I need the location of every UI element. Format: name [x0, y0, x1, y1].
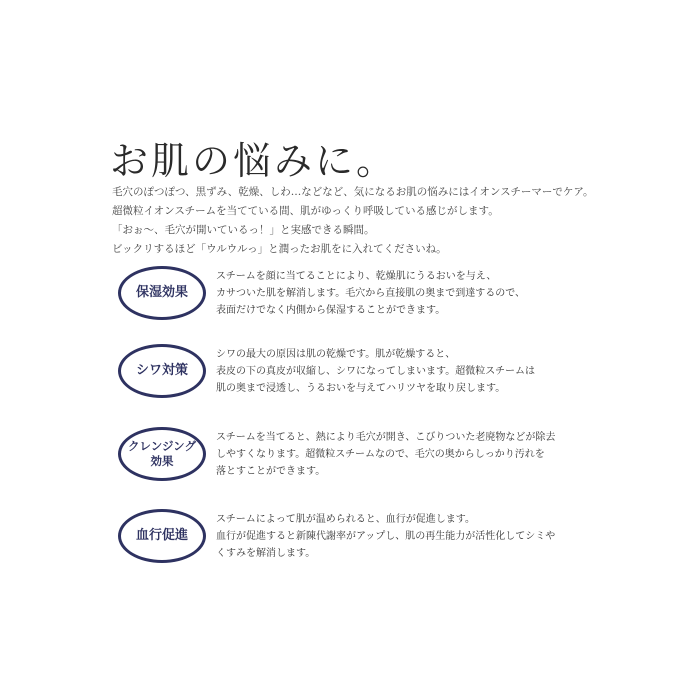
- intro-line: 「おぉ～、毛穴が開いているっ！」と実感できる瞬間。: [112, 224, 375, 236]
- description-line: 肌の奥まで浸透し、うるおいを与えてハリツヤを取り戻します。: [216, 383, 506, 394]
- effect-description: [216, 346, 535, 397]
- effect-badge: [118, 266, 206, 320]
- effect-cleansing: [118, 427, 618, 487]
- description-line: くすみを解消します。: [216, 548, 316, 559]
- effect-wrinkle-care: [118, 344, 618, 404]
- description-line: スチームを顔に当てることにより、乾燥肌にうるおいを与え、: [216, 271, 497, 282]
- effect-badge: [118, 344, 206, 398]
- description-line: 表面だけでなく内側から保湿することができます。: [216, 305, 446, 316]
- intro-text: [112, 183, 594, 259]
- description-line: シワの最大の原因は肌の乾燥です。肌が乾燥すると、: [216, 349, 456, 360]
- intro-line: 毛穴のぽつぽつ、黒ずみ、乾燥、しわ…などなど、気になるお肌の悩みにはイオンスチーマーでケア。: [112, 186, 594, 198]
- description-line: 血行が促進すると新陳代謝率がアップし、肌の再生能力が活性化してシミや: [216, 531, 556, 542]
- description-line: カサついた肌を解消します。毛穴から直接肌の奥まで到達するので、: [216, 288, 525, 299]
- effect-description: [216, 268, 525, 319]
- badge-label: 血行促進: [135, 528, 188, 543]
- description-line: スチームを当てると、熱により毛穴が開き、こびりついた老廃物などが除去: [216, 432, 556, 443]
- badge-label: 効果: [150, 454, 174, 468]
- effect-moisturizing: [118, 266, 618, 326]
- description-line: 表皮の下の真皮が収縮し、シワになってしまいます。超微粒スチームは: [216, 366, 535, 377]
- effect-description: [216, 429, 555, 480]
- effect-circulation: [118, 509, 618, 569]
- intro-line: 超微粒イオンスチームを当てている間、肌がゆっくり呼吸している感じがします。: [112, 205, 499, 217]
- badge-label: クレンジング: [128, 439, 196, 453]
- page-title: お肌の悩みに。: [110, 139, 398, 183]
- intro-line: ビックリするほど「ウルウルっ」と潤ったお肌をに入れてくださいね。: [112, 243, 447, 255]
- effect-badge: [118, 509, 206, 563]
- effect-badge: [118, 427, 206, 481]
- description-line: しやすくなります。超微粒スチームなので、毛穴の奥からしっかり汚れを: [216, 449, 545, 460]
- description-line: スチームによって肌が温められると、血行が促進します。: [216, 514, 475, 525]
- description-line: 落とすことができます。: [216, 466, 326, 477]
- badge-label: 保湿効果: [135, 285, 188, 300]
- badge-label: シワ対策: [135, 363, 188, 378]
- effect-description: [216, 511, 555, 562]
